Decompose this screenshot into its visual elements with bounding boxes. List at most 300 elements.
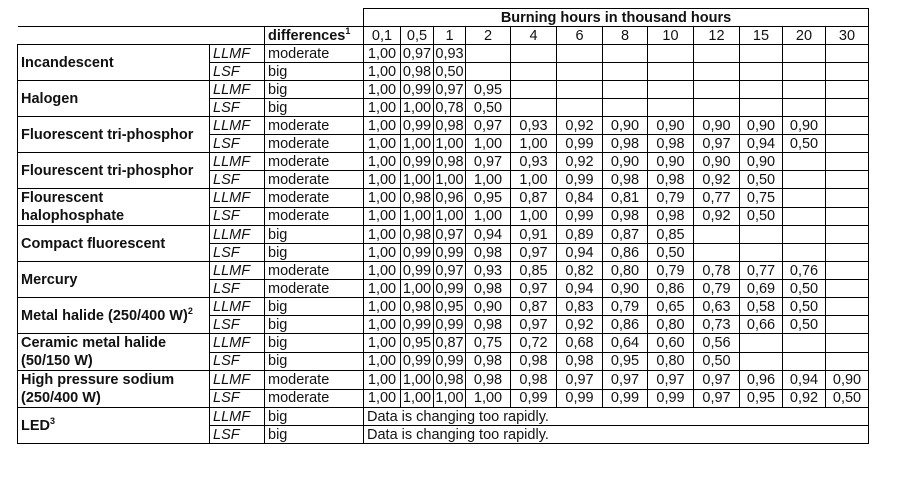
value-cell: 0,95: [435, 298, 464, 315]
metric-cell: LLMF: [210, 117, 265, 135]
value-cell: [826, 334, 869, 353]
lamp-type-label: Incandescent: [21, 54, 114, 71]
metric-cell: LSF: [210, 99, 265, 117]
value-cell: [783, 63, 826, 81]
value-cell: 0,99: [557, 135, 603, 153]
value-cell: [783, 99, 826, 117]
value-cell: 1,00: [466, 135, 511, 153]
value-cell: 0,99: [401, 117, 434, 135]
value-cell: 0,50: [783, 135, 826, 153]
value-cell: [557, 45, 603, 63]
value-cell: 0,94: [557, 244, 603, 262]
value-cell: 0,72: [511, 334, 557, 353]
value-cell: 0,99: [557, 171, 603, 189]
difference-cell: big: [265, 298, 364, 316]
value-cell: 1,00: [401, 171, 434, 189]
hour-header-cell: 0,5: [401, 27, 434, 45]
value-cell: 0,82: [557, 262, 603, 280]
value-cell: 0,99: [401, 244, 434, 262]
value-cell: 1,00: [364, 135, 401, 153]
value-cell: [694, 244, 740, 262]
difference-cell: moderate: [265, 389, 364, 408]
value-cell: 0,75: [466, 334, 511, 353]
maintenance-factor-table: [17, 8, 869, 444]
table-row: [18, 153, 869, 171]
value-cell: [826, 298, 869, 316]
value-cell: 0,95: [466, 81, 511, 99]
metric-cell: LSF: [210, 171, 265, 189]
value-cell: 1,00: [466, 171, 511, 189]
value-cell: 0,79: [603, 298, 648, 316]
metric-cell: LLMF: [210, 81, 265, 99]
value-cell: 0,95: [603, 352, 648, 371]
value-cell: 1,00: [364, 298, 401, 316]
metric-cell: LLMF: [210, 45, 265, 63]
value-cell: 0,50: [740, 171, 783, 189]
value-cell: [603, 45, 648, 63]
value-cell: 0,92: [694, 171, 740, 189]
difference-cell: big: [265, 99, 364, 117]
value-cell: 0,73: [694, 316, 740, 334]
value-cell: 0,50: [694, 352, 740, 371]
metric-cell: LLMF: [210, 408, 265, 426]
differences-header: [265, 27, 364, 45]
table-row: [18, 117, 869, 135]
lamp-type-cell: [18, 81, 210, 117]
value-cell: 0,87: [511, 189, 557, 208]
difference-cell: moderate: [265, 262, 364, 280]
footnote-marker: 3: [50, 415, 56, 426]
value-cell: 1,00: [364, 352, 401, 371]
table-row: [18, 81, 869, 99]
value-cell: 0,97: [466, 153, 511, 171]
value-cell: 0,86: [603, 244, 648, 262]
value-cell: [603, 81, 648, 99]
value-cell: 0,98: [648, 135, 694, 153]
table-row: [18, 226, 869, 244]
value-cell: 0,90: [740, 117, 783, 135]
value-cell: 0,98: [511, 371, 557, 390]
value-cell: 0,87: [603, 226, 648, 244]
value-cell: 0,98: [511, 352, 557, 371]
value-cell: 1,00: [466, 389, 511, 408]
value-cell: 0,79: [648, 189, 694, 208]
value-cell: 0,86: [603, 316, 648, 334]
value-cell: 0,69: [740, 280, 783, 298]
value-cell: 1,00: [364, 189, 401, 208]
value-cell: 0,98: [603, 207, 648, 226]
value-cell: 0,90: [740, 153, 783, 171]
value-cell: 1,00: [401, 280, 434, 298]
metric-cell: LSF: [210, 352, 265, 371]
value-cell: 0,81: [603, 189, 648, 208]
value-cell: 0,95: [401, 334, 434, 353]
value-cell: 0,92: [557, 153, 603, 171]
value-cell: [511, 45, 557, 63]
value-cell: 0,99: [435, 244, 464, 261]
value-cell: 0,98: [435, 153, 464, 170]
value-cell: 0,78: [694, 262, 740, 280]
value-cell: 0,98: [557, 352, 603, 371]
value-cell: [557, 81, 603, 99]
metric-cell: LLMF: [210, 153, 265, 171]
value-cell: [603, 63, 648, 81]
lamp-type-label: Ceramic metal halide (50/150 W): [21, 335, 167, 369]
lamp-type-cell: [18, 189, 210, 226]
table-row: [18, 262, 869, 280]
hour-header-cell: 12: [694, 27, 740, 45]
value-cell: 0,90: [826, 371, 869, 390]
header-row-hours: [18, 27, 869, 45]
value-cell: 0,97: [511, 280, 557, 298]
value-cell: 1,00: [364, 99, 401, 117]
value-cell: 0,83: [557, 298, 603, 316]
value-cell: 0,93: [511, 153, 557, 171]
value-cell: [648, 45, 694, 63]
value-cell: 1,00: [401, 207, 434, 226]
footnote-marker: 2: [187, 305, 193, 316]
value-cell: 0,92: [694, 207, 740, 226]
value-cell: [694, 45, 740, 63]
value-cell: 1,00: [364, 153, 401, 171]
difference-cell: moderate: [265, 153, 364, 171]
lamp-type-label: Halogen: [21, 90, 79, 107]
value-cell: 0,90: [466, 298, 511, 316]
value-cell: 0,98: [466, 280, 511, 298]
value-cell: 1,00: [511, 135, 557, 153]
value-cell: 0,98: [466, 352, 511, 371]
value-cell: 0,90: [603, 117, 648, 135]
value-cell: 1,00: [364, 171, 401, 189]
value-cell: [826, 280, 869, 298]
difference-cell: moderate: [265, 207, 364, 226]
hour-header-cell: 1: [434, 27, 466, 45]
difference-cell: big: [265, 426, 364, 444]
value-cell: 0,97: [511, 316, 557, 334]
value-cell: [648, 63, 694, 81]
lamp-type-cell: [18, 262, 210, 298]
value-cell: 0,80: [603, 262, 648, 280]
value-cell: 0,99: [557, 207, 603, 226]
difference-cell: moderate: [265, 371, 364, 390]
value-cell: 0,78: [435, 99, 464, 116]
value-cell: 0,99: [401, 153, 434, 171]
header-row-burning-hours: [18, 9, 869, 27]
value-cell: 1,00: [364, 81, 401, 99]
value-cell: 1,00: [435, 390, 464, 407]
value-cell: 1,00: [401, 389, 434, 408]
value-cell: [740, 81, 783, 99]
value-cell: [826, 153, 869, 171]
value-cell: [826, 189, 869, 208]
value-cell: 0,98: [466, 244, 511, 262]
value-cell: 0,93: [435, 45, 464, 62]
table-row: [18, 189, 869, 208]
value-cell: 0,99: [511, 389, 557, 408]
lamp-type-cell: [18, 408, 210, 444]
value-cell: 1,00: [435, 171, 464, 188]
value-cell: 0,99: [401, 262, 434, 280]
value-cell: 0,90: [694, 153, 740, 171]
metric-cell: LLMF: [210, 298, 265, 316]
difference-cell: moderate: [265, 45, 364, 63]
value-cell: 1,00: [364, 207, 401, 226]
value-cell: 0,98: [401, 189, 434, 208]
value-cell: [694, 99, 740, 117]
value-cell: [511, 99, 557, 117]
hour-header-cell: 10: [648, 27, 694, 45]
value-cell: 0,97: [435, 262, 464, 279]
value-cell: 0,50: [783, 316, 826, 334]
value-cell: 0,50: [783, 280, 826, 298]
header-blank-cell: [18, 9, 364, 27]
hour-header-cell: 4: [511, 27, 557, 45]
table-row: [18, 334, 869, 353]
value-cell: 0,98: [401, 63, 434, 81]
value-cell: 1,00: [511, 207, 557, 226]
value-cell: 1,00: [364, 389, 401, 408]
value-cell: 0,90: [783, 117, 826, 135]
value-cell: 0,77: [740, 262, 783, 280]
value-cell: 0,97: [401, 45, 434, 63]
value-cell: 0,96: [435, 189, 464, 206]
value-cell: 0,50: [466, 99, 511, 117]
value-cell: 0,79: [694, 280, 740, 298]
metric-cell: LSF: [210, 135, 265, 153]
value-cell: 0,60: [648, 334, 694, 353]
value-cell: 0,90: [603, 280, 648, 298]
table-row: [18, 408, 869, 426]
value-cell: 1,00: [364, 244, 401, 262]
metric-cell: LLMF: [210, 189, 265, 208]
hour-header-cell: 2: [466, 27, 511, 45]
document-page: [17, 8, 869, 444]
value-cell: [694, 226, 740, 244]
value-cell: [740, 334, 783, 353]
value-cell: [466, 63, 511, 81]
metric-cell: LSF: [210, 389, 265, 408]
value-cell: 0,97: [694, 135, 740, 153]
value-cell: 0,98: [401, 226, 434, 244]
metric-cell: LSF: [210, 63, 265, 81]
value-cell: 1,00: [364, 371, 401, 390]
value-cell: 0,50: [435, 63, 464, 80]
value-cell: 0,97: [511, 244, 557, 262]
value-cell: 0,85: [511, 262, 557, 280]
value-cell: 0,98: [648, 171, 694, 189]
value-cell: [783, 45, 826, 63]
lamp-type-cell: [18, 45, 210, 81]
note-cell: Data is changing too rapidly.: [364, 408, 869, 426]
value-cell: [826, 45, 869, 63]
value-cell: 1,00: [364, 316, 401, 334]
difference-cell: moderate: [265, 280, 364, 298]
hour-header-cell: 0,1: [364, 27, 401, 45]
value-cell: 0,94: [740, 135, 783, 153]
value-cell: 1,00: [364, 262, 401, 280]
difference-cell: moderate: [265, 189, 364, 208]
lamp-type-cell: [18, 226, 210, 262]
value-cell: [740, 352, 783, 371]
table-row: [18, 298, 869, 316]
value-cell: 1,00: [511, 171, 557, 189]
value-cell: 0,99: [435, 280, 464, 297]
metric-cell: LLMF: [210, 262, 265, 280]
value-cell: 0,80: [648, 316, 694, 334]
value-cell: 0,87: [435, 334, 464, 351]
value-cell: 0,98: [603, 135, 648, 153]
value-cell: 0,96: [740, 371, 783, 390]
metric-cell: LSF: [210, 280, 265, 298]
burning-hours-header: Burning hours in thousand hours: [364, 9, 869, 27]
value-cell: 0,90: [648, 117, 694, 135]
value-cell: [783, 226, 826, 244]
value-cell: 0,50: [783, 298, 826, 316]
lamp-type-cell: [18, 371, 210, 408]
difference-cell: big: [265, 408, 364, 426]
value-cell: [740, 45, 783, 63]
value-cell: 0,99: [401, 352, 434, 371]
value-cell: [603, 99, 648, 117]
lamp-type-cell: [18, 117, 210, 153]
value-cell: 0,98: [466, 316, 511, 334]
value-cell: 0,66: [740, 316, 783, 334]
value-cell: 0,99: [557, 389, 603, 408]
lamp-type-label: Mercury: [21, 271, 78, 288]
value-cell: [557, 99, 603, 117]
difference-cell: big: [265, 334, 364, 353]
value-cell: 0,89: [557, 226, 603, 244]
lamp-type-cell: [18, 298, 210, 334]
differences-label: differences: [268, 27, 346, 44]
value-cell: 0,91: [511, 226, 557, 244]
value-cell: 0,94: [466, 226, 511, 244]
value-cell: 0,97: [694, 371, 740, 390]
value-cell: [783, 81, 826, 99]
value-cell: 0,99: [648, 389, 694, 408]
difference-cell: big: [265, 316, 364, 334]
value-cell: 0,92: [783, 389, 826, 408]
value-cell: [826, 171, 869, 189]
value-cell: 0,64: [603, 334, 648, 353]
lamp-type-label: Compact fluorescent: [21, 235, 166, 252]
value-cell: [694, 63, 740, 81]
value-cell: [826, 207, 869, 226]
value-cell: [783, 189, 826, 208]
hour-header-cell: 6: [557, 27, 603, 45]
value-cell: 1,00: [364, 63, 401, 81]
value-cell: 0,97: [603, 371, 648, 390]
lamp-type-label: LED: [21, 417, 50, 434]
lamp-type-label: Metal halide (250/400 W): [21, 307, 188, 324]
value-cell: 0,98: [603, 171, 648, 189]
value-cell: [740, 99, 783, 117]
value-cell: [740, 226, 783, 244]
value-cell: 0,98: [648, 207, 694, 226]
value-cell: 0,80: [648, 352, 694, 371]
value-cell: 0,77: [694, 189, 740, 208]
note-cell: Data is changing too rapidly.: [364, 426, 869, 444]
value-cell: 0,84: [557, 189, 603, 208]
value-cell: 0,90: [603, 153, 648, 171]
lamp-type-label: Flourescent halophosphate: [21, 190, 125, 224]
value-cell: 0,99: [435, 353, 464, 370]
value-cell: 0,50: [826, 389, 869, 408]
value-cell: 0,93: [511, 117, 557, 135]
value-cell: 1,00: [401, 135, 434, 153]
lamp-type-label: Flourescent tri-phosphor: [21, 162, 194, 179]
value-cell: 1,00: [401, 371, 434, 390]
value-cell: 0,93: [466, 262, 511, 280]
metric-cell: LSF: [210, 207, 265, 226]
value-cell: 0,99: [401, 81, 434, 99]
difference-cell: big: [265, 226, 364, 244]
value-cell: [694, 81, 740, 99]
value-cell: 0,99: [401, 316, 434, 334]
difference-cell: big: [265, 352, 364, 371]
value-cell: 0,94: [557, 280, 603, 298]
lamp-type-cell: [18, 153, 210, 189]
value-cell: 1,00: [364, 117, 401, 135]
value-cell: 1,00: [435, 208, 464, 225]
value-cell: 0,95: [466, 189, 511, 208]
header-blank-cell-2: [18, 27, 265, 45]
value-cell: [826, 99, 869, 117]
value-cell: 0,65: [648, 298, 694, 316]
value-cell: 0,97: [648, 371, 694, 390]
value-cell: 0,85: [648, 226, 694, 244]
value-cell: 1,00: [466, 207, 511, 226]
difference-cell: moderate: [265, 117, 364, 135]
value-cell: [826, 63, 869, 81]
metric-cell: LLMF: [210, 334, 265, 353]
lamp-type-label: Fluorescent tri-phosphor: [21, 126, 194, 143]
value-cell: 0,87: [511, 298, 557, 316]
value-cell: [783, 171, 826, 189]
lamp-type-cell: [18, 334, 210, 371]
value-cell: [511, 63, 557, 81]
value-cell: 0,97: [557, 371, 603, 390]
metric-cell: LSF: [210, 244, 265, 262]
value-cell: 0,92: [557, 117, 603, 135]
value-cell: [826, 117, 869, 135]
value-cell: [826, 316, 869, 334]
value-cell: 0,97: [466, 117, 511, 135]
metric-cell: LSF: [210, 316, 265, 334]
difference-cell: moderate: [265, 171, 364, 189]
difference-cell: big: [265, 81, 364, 99]
value-cell: 0,58: [740, 298, 783, 316]
value-cell: [826, 352, 869, 371]
value-cell: 0,56: [694, 334, 740, 353]
value-cell: [826, 135, 869, 153]
value-cell: [826, 244, 869, 262]
value-cell: [783, 153, 826, 171]
value-cell: 0,98: [401, 298, 434, 316]
value-cell: 0,99: [435, 316, 464, 333]
value-cell: 1,00: [364, 280, 401, 298]
value-cell: 0,92: [557, 316, 603, 334]
value-cell: [783, 334, 826, 353]
value-cell: 0,99: [603, 389, 648, 408]
value-cell: [466, 45, 511, 63]
value-cell: [648, 81, 694, 99]
value-cell: 0,68: [557, 334, 603, 353]
metric-cell: LSF: [210, 426, 265, 444]
metric-cell: LLMF: [210, 371, 265, 390]
table-row: [18, 371, 869, 390]
value-cell: [826, 226, 869, 244]
